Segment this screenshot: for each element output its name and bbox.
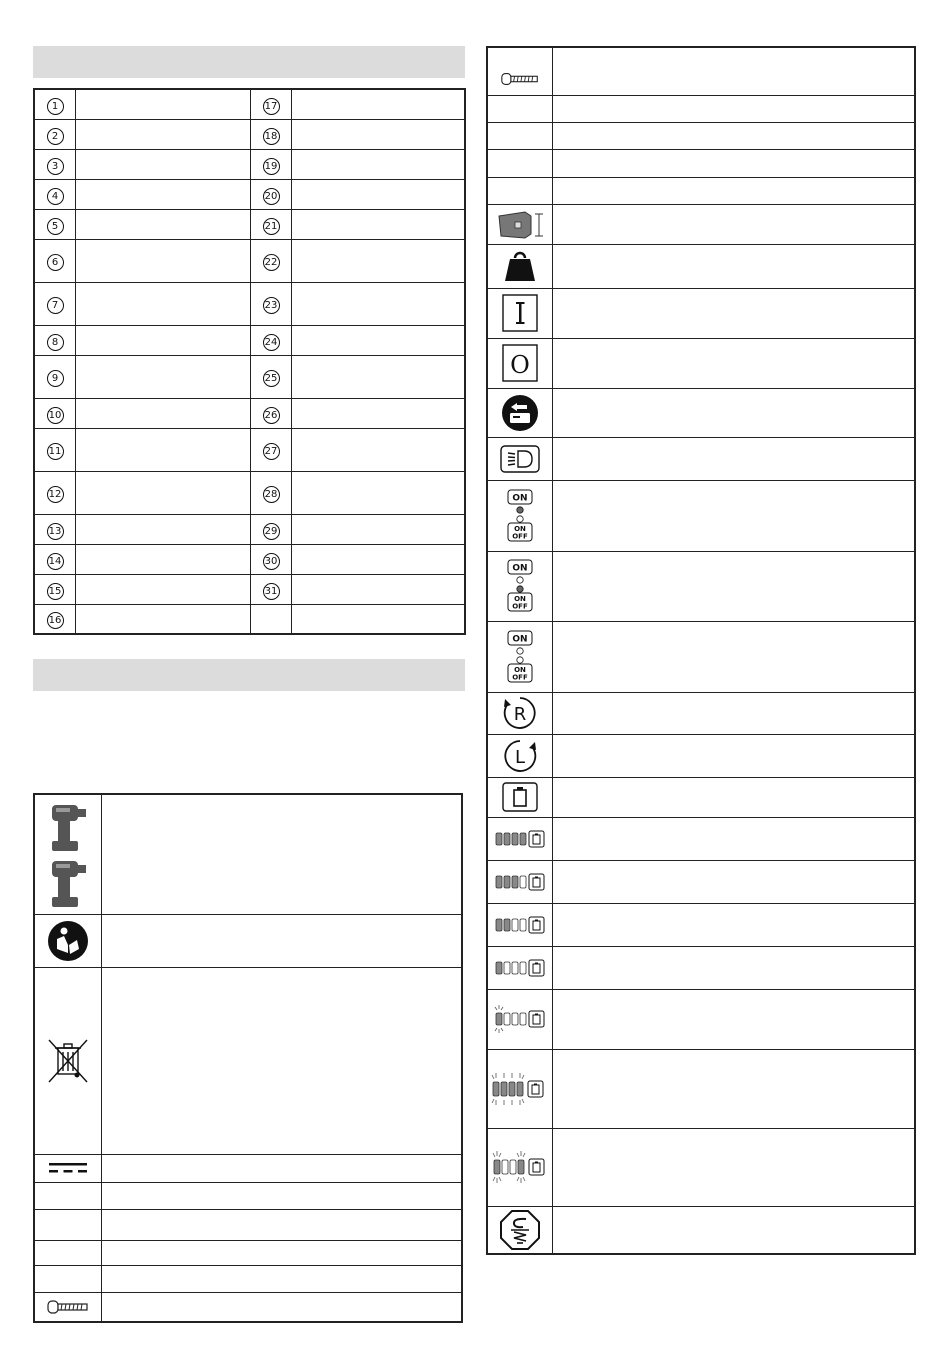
- table-row: [487, 437, 915, 480]
- part-number: 28: [263, 486, 280, 503]
- table-row: [34, 967, 462, 1154]
- rotation-right-icon: [502, 695, 538, 731]
- part-number: 29: [263, 523, 280, 540]
- table-row: [34, 355, 465, 398]
- table-row: [487, 817, 915, 860]
- part-number: 20: [263, 188, 280, 205]
- table-row: [487, 122, 915, 149]
- symbol-description: [553, 551, 916, 621]
- table-row: [487, 177, 915, 204]
- table-row: [34, 209, 465, 239]
- rotation-right-label: R: [513, 704, 527, 725]
- rotation-left-label: L: [514, 746, 526, 768]
- part-description: [76, 179, 251, 209]
- part-number: 21: [263, 218, 280, 235]
- part-number: 27: [263, 443, 280, 460]
- part-number: 3: [47, 158, 64, 175]
- part-description: [76, 604, 251, 634]
- symbol-description: [553, 338, 916, 388]
- part-description: [292, 239, 466, 282]
- table-row: [487, 288, 915, 338]
- table-row: [487, 946, 915, 989]
- symbol-description: [553, 817, 916, 860]
- light-on-mode-icon: [505, 488, 535, 544]
- symbol-description: [553, 288, 916, 338]
- charge-error-blink-icon: [492, 1147, 548, 1187]
- part-number: 4: [47, 188, 64, 205]
- symbol-description: [553, 1206, 916, 1254]
- part-number: 1: [47, 98, 64, 115]
- table-row: [34, 149, 465, 179]
- off-symbol-label: O: [510, 351, 530, 379]
- part-number: 22: [263, 254, 280, 271]
- part-number: 5: [47, 218, 64, 235]
- table-row: [34, 239, 465, 282]
- part-description: [76, 514, 251, 544]
- symbol-description: [553, 734, 916, 777]
- table-row: [487, 338, 915, 388]
- charge-level-1-icon: [494, 958, 546, 978]
- symbol-description: [553, 149, 916, 177]
- symbol-description: [553, 244, 916, 288]
- part-number: 2: [47, 128, 64, 145]
- table-row: [487, 480, 915, 551]
- table-row: [487, 204, 915, 244]
- table-row: [34, 544, 465, 574]
- charge-level-blink-icon: [494, 1004, 546, 1034]
- on-label: ON: [514, 595, 526, 603]
- charge-all-blink-icon: [491, 1069, 549, 1109]
- part-number: 30: [263, 553, 280, 570]
- battery-icon: [502, 782, 538, 812]
- section-header-band: [33, 46, 465, 78]
- part-number: 23: [263, 297, 280, 314]
- on-label: ON: [514, 665, 526, 674]
- table-row: [34, 604, 465, 634]
- part-description: [76, 209, 251, 239]
- table-row: [34, 428, 465, 471]
- table-row: [34, 914, 462, 967]
- symbol-description: [553, 860, 916, 903]
- table-row: [487, 903, 915, 946]
- torque-control-icon: [499, 1209, 541, 1251]
- symbol-description: [553, 95, 916, 122]
- direct-current-icon: [47, 1161, 89, 1175]
- part-description: [76, 119, 251, 149]
- part-number: 10: [47, 407, 64, 424]
- part-description: [76, 149, 251, 179]
- part-number: 26: [263, 407, 280, 424]
- charge-level-3-icon: [494, 872, 546, 892]
- symbol-description: [553, 621, 916, 692]
- symbol-description: [102, 1292, 463, 1322]
- part-description: [292, 325, 466, 355]
- part-number: 16: [47, 612, 64, 629]
- part-description: [292, 544, 466, 574]
- part-description: [292, 355, 466, 398]
- part-number: 11: [47, 443, 64, 460]
- off-label: OFF: [512, 532, 528, 540]
- table-row: [487, 244, 915, 288]
- table-row: [34, 179, 465, 209]
- battery-release-icon: [501, 394, 539, 432]
- symbol-description: [553, 480, 916, 551]
- table-row: [487, 734, 915, 777]
- symbol-description: [553, 1049, 916, 1128]
- part-number: 13: [47, 523, 64, 540]
- read-manual-icon: [46, 919, 90, 963]
- part-number: 6: [47, 254, 64, 271]
- light-off-mode-icon: [505, 629, 535, 685]
- table-row: [34, 1209, 462, 1240]
- symbol-description: [553, 388, 916, 437]
- charge-level-4-icon: [494, 829, 546, 849]
- table-row: [487, 1049, 915, 1128]
- part-description: [292, 604, 466, 634]
- on-label: ON: [514, 524, 526, 533]
- part-number: 18: [263, 128, 280, 145]
- symbol-description: [553, 1128, 916, 1206]
- symbol-description: [553, 47, 916, 95]
- part-number: 17: [263, 98, 280, 115]
- part-number: 14: [47, 553, 64, 570]
- rotation-left-icon: [502, 738, 538, 774]
- symbols-table-right: [486, 46, 916, 1255]
- work-light-icon: [500, 445, 540, 473]
- symbol-description: [102, 1209, 463, 1240]
- table-row: [34, 1265, 462, 1292]
- table-row: [487, 860, 915, 903]
- table-row: [34, 398, 465, 428]
- off-label: OFF: [512, 602, 528, 611]
- table-row: [487, 388, 915, 437]
- off-icon: [502, 344, 538, 382]
- table-row: [487, 551, 915, 621]
- symbol-description: [102, 1240, 463, 1265]
- part-description: [76, 428, 251, 471]
- part-description: [292, 282, 466, 325]
- part-description: [76, 544, 251, 574]
- symbol-description: [102, 967, 463, 1154]
- table-row: [34, 471, 465, 514]
- symbol-description: [553, 903, 916, 946]
- symbol-description: [102, 794, 463, 914]
- symbol-description: [102, 914, 463, 967]
- part-description: [292, 119, 466, 149]
- symbol-description: [553, 437, 916, 480]
- symbol-description: [553, 777, 916, 817]
- symbol-description: [553, 204, 916, 244]
- on-label: ON: [512, 493, 528, 503]
- light-on-off-mode-icon: [505, 558, 535, 614]
- symbol-description: [102, 1182, 463, 1209]
- part-number: 12: [47, 486, 64, 503]
- table-row: [34, 119, 465, 149]
- table-row: [34, 1240, 462, 1265]
- table-row: [34, 514, 465, 544]
- table-row: [487, 149, 915, 177]
- part-description: [76, 239, 251, 282]
- part-description: [292, 209, 466, 239]
- part-description: [292, 398, 466, 428]
- crossed-bin-icon: [47, 1038, 89, 1084]
- weight-icon: [504, 249, 536, 283]
- table-row: [34, 1292, 462, 1322]
- part-description: [76, 355, 251, 398]
- symbol-description: [553, 692, 916, 734]
- off-label: OFF: [512, 673, 528, 681]
- table-row: [34, 89, 465, 119]
- symbol-description: [553, 177, 916, 204]
- part-description: [76, 89, 251, 119]
- part-number: 24: [263, 334, 280, 351]
- on-label: ON: [512, 563, 528, 574]
- part-number: 19: [263, 158, 280, 175]
- on-icon: [502, 294, 538, 332]
- table-row: [487, 1206, 915, 1254]
- table-row: [487, 777, 915, 817]
- table-row: [487, 621, 915, 692]
- part-number: 8: [47, 334, 64, 351]
- table-row: [487, 989, 915, 1049]
- charge-level-2-icon: [494, 915, 546, 935]
- on-label: ON: [512, 634, 528, 644]
- table-row: [487, 47, 915, 95]
- part-description: [292, 179, 466, 209]
- table-row: [34, 325, 465, 355]
- table-row: [34, 1182, 462, 1209]
- part-description: [76, 471, 251, 514]
- part-description: [76, 325, 251, 355]
- part-number: 9: [47, 370, 64, 387]
- part-description: [292, 428, 466, 471]
- part-description: [292, 514, 466, 544]
- part-description: [76, 574, 251, 604]
- table-row: [34, 282, 465, 325]
- table-row: [34, 574, 465, 604]
- part-description: [76, 398, 251, 428]
- part-description: [292, 149, 466, 179]
- part-description: [76, 282, 251, 325]
- part-number: 31: [263, 583, 280, 600]
- table-row: [34, 794, 462, 914]
- table-row: [487, 95, 915, 122]
- symbol-description: [102, 1265, 463, 1292]
- section-header-band: [33, 659, 465, 691]
- part-number: 15: [47, 583, 64, 600]
- part-number: 7: [47, 297, 64, 314]
- symbols-table-left: [33, 793, 463, 1323]
- symbol-description: [553, 122, 916, 149]
- impact-wrench-icon: [46, 799, 90, 909]
- screw-icon: [500, 71, 540, 87]
- table-row: [487, 692, 915, 734]
- symbol-description: [102, 1154, 463, 1182]
- anvil-size-icon: [495, 208, 545, 240]
- symbol-description: [553, 946, 916, 989]
- screw-icon: [46, 1299, 90, 1315]
- part-number: 25: [263, 370, 280, 387]
- part-description: [292, 574, 466, 604]
- part-description: [292, 471, 466, 514]
- table-row: [34, 1154, 462, 1182]
- part-description: [292, 89, 466, 119]
- parts-table: [33, 88, 466, 635]
- symbol-description: [553, 989, 916, 1049]
- table-row: [487, 1128, 915, 1206]
